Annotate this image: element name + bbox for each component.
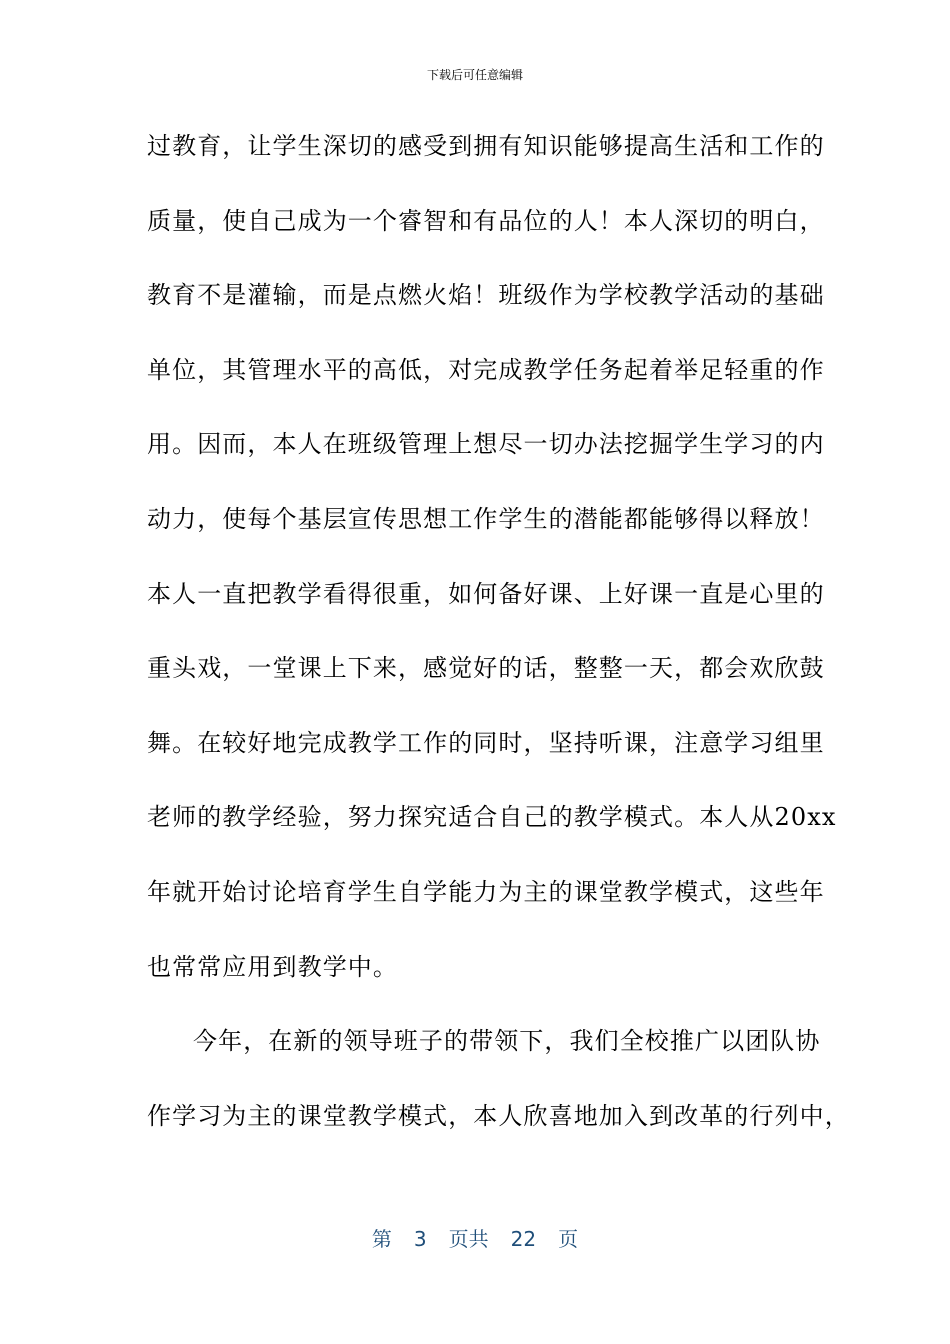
body-line-10: 老师的教学经验，努力探究适合自己的教学模式。本人从20xx bbox=[147, 803, 837, 832]
body-line-1: 过教育，让学生深切的感受到拥有知识能够提高生活和工作的 bbox=[147, 132, 825, 160]
body-line-2: 质量，使自己成为一个睿智和有品位的人！本人深切的明白， bbox=[147, 206, 825, 235]
body-line-7: 本人一直把教学看得很重，如何备好课、上好课一直是心里的 bbox=[147, 579, 825, 608]
body-line-5: 用。因而，本人在班级管理上想尽一切办法挖掘学生学习的内 bbox=[147, 430, 825, 459]
body-line-13: 今年，在新的领导班子的带领下，我们全校推广以团队协 bbox=[193, 1027, 821, 1056]
header-note: 下载后可任意编辑 bbox=[426, 68, 523, 82]
body-line-12: 也常常应用到教学中。 bbox=[147, 952, 398, 981]
body-line-11: 年就开始讨论培育学生自学能力为主的课堂教学模式，这些年 bbox=[147, 877, 825, 906]
body-line-6: 动力，使每个基层宣传思想工作学生的潜能都能够得以释放！ bbox=[147, 504, 825, 533]
total-pages: 22 bbox=[510, 1227, 537, 1251]
body-line-8: 重头戏，一堂课上下来，感觉好的话，整整一天，都会欢欣鼓 bbox=[147, 654, 825, 683]
page-suffix: 页 bbox=[558, 1227, 579, 1251]
body-line-3: 教育不是灌输，而是点燃火焰！班级作为学校教学活动的基础 bbox=[147, 281, 825, 310]
body-line-4: 单位，其管理水平的高低，对完成教学任务起着举足轻重的作 bbox=[147, 355, 825, 384]
body-line-9: 舞。在较好地完成教学工作的同时，坚持听课，注意学习组里 bbox=[147, 728, 825, 757]
page-footer bbox=[0, 1226, 950, 1252]
document-body bbox=[147, 122, 850, 1166]
page-number: 3 bbox=[413, 1227, 427, 1251]
page-middle: 页共 bbox=[448, 1227, 489, 1251]
body-line-14: 作学习为主的课堂教学模式，本人欣喜地加入到改革的行列中， bbox=[147, 1101, 850, 1130]
page-prefix: 第 bbox=[371, 1227, 392, 1251]
